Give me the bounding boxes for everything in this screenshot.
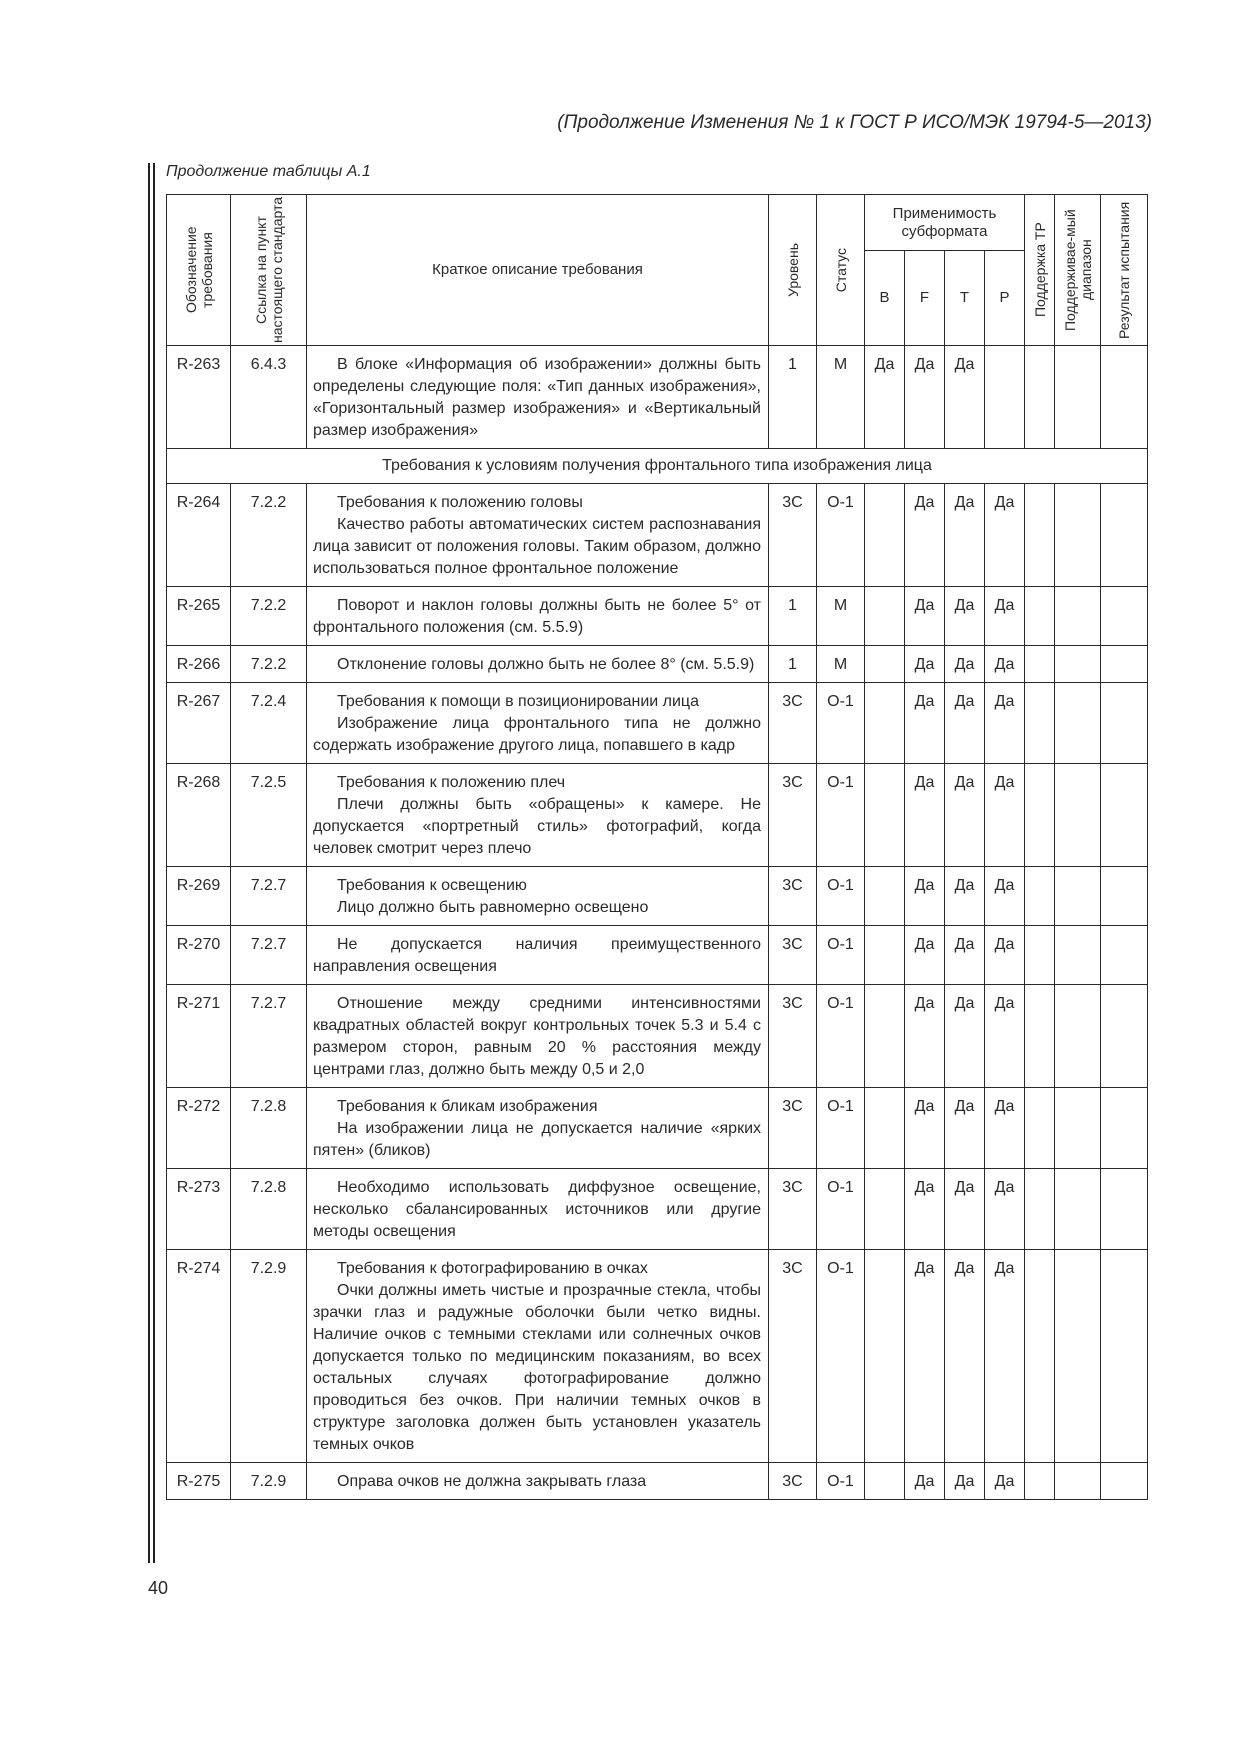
subformat-b bbox=[865, 646, 905, 683]
test-result bbox=[1101, 1463, 1148, 1500]
tp-support bbox=[1025, 346, 1055, 449]
col-status: Статус bbox=[817, 195, 865, 346]
test-result bbox=[1101, 926, 1148, 985]
supported-range bbox=[1055, 346, 1101, 449]
description-line: Отношение между средними интенсивностями квадратных областей вокруг контрольных точек 5.3 и 5.4 с размером сторон, равным 20 % расстояния между центрами глаз, должно быть между 0,5 и 2,0 bbox=[313, 995, 761, 1078]
table-row bbox=[167, 646, 1148, 683]
requirement-description bbox=[307, 1463, 769, 1500]
subformat-b bbox=[865, 1169, 905, 1250]
subformat-p: Да bbox=[985, 867, 1025, 926]
description-line: Требования к фотографированию в очках bbox=[337, 1260, 648, 1277]
tp-support bbox=[1025, 683, 1055, 764]
test-result bbox=[1101, 1088, 1148, 1169]
subformat-f: Да bbox=[905, 1463, 945, 1500]
status: M bbox=[817, 587, 865, 646]
supported-range bbox=[1055, 646, 1101, 683]
standard-ref: 7.2.8 bbox=[231, 1088, 307, 1169]
subformat-p: Да bbox=[985, 484, 1025, 587]
page-number: 40 bbox=[148, 1578, 169, 1598]
standard-ref: 7.2.7 bbox=[231, 926, 307, 985]
subformat-f: Да bbox=[905, 867, 945, 926]
supported-range bbox=[1055, 764, 1101, 867]
supported-range bbox=[1055, 1169, 1101, 1250]
subformat-t: Да bbox=[945, 1463, 985, 1500]
requirement-id: R-273 bbox=[167, 1169, 231, 1250]
table-row bbox=[167, 1463, 1148, 1500]
requirement-id: R-268 bbox=[167, 764, 231, 867]
table-row bbox=[167, 1169, 1148, 1250]
tp-support bbox=[1025, 587, 1055, 646]
description-line: Плечи должны быть «обращены» к камере. Не допускается «портретный стиль» фотографий, когда человек смотрит через плечо bbox=[313, 796, 761, 857]
col-result: Результат испытания bbox=[1101, 195, 1148, 346]
standard-ref: 7.2.2 bbox=[231, 587, 307, 646]
subformat-f: Да bbox=[905, 1250, 945, 1463]
subformat-p: Да bbox=[985, 646, 1025, 683]
requirement-description bbox=[307, 1169, 769, 1250]
supported-range bbox=[1055, 683, 1101, 764]
status: O-1 bbox=[817, 1463, 865, 1500]
col-sub-t: T bbox=[945, 251, 985, 346]
requirement-description bbox=[307, 1088, 769, 1169]
requirements-table bbox=[166, 194, 1148, 1500]
subformat-f: Да bbox=[905, 587, 945, 646]
table-row bbox=[167, 587, 1148, 646]
description-line: Качество работы автоматических систем распознавания лица зависит от положения головы. Таким образом, должно использоваться полное фронтальное положение bbox=[313, 516, 761, 577]
requirement-id: R-269 bbox=[167, 867, 231, 926]
test-result bbox=[1101, 484, 1148, 587]
supported-range bbox=[1055, 926, 1101, 985]
col-sub-f: F bbox=[905, 251, 945, 346]
test-result bbox=[1101, 867, 1148, 926]
status: O-1 bbox=[817, 985, 865, 1088]
page-header: (Продолжение Изменения № 1 к ГОСТ Р ИСО/МЭК 19794-5—2013) bbox=[557, 112, 1152, 133]
requirement-id: R-264 bbox=[167, 484, 231, 587]
standard-ref: 7.2.2 bbox=[231, 484, 307, 587]
col-tp: Поддержка ТР bbox=[1025, 195, 1055, 346]
status: O-1 bbox=[817, 1088, 865, 1169]
subformat-t: Да bbox=[945, 867, 985, 926]
subformat-f: Да bbox=[905, 484, 945, 587]
col-ref: Ссылка на пункт настоящего стандарта bbox=[231, 195, 307, 346]
subformat-t: Да bbox=[945, 1250, 985, 1463]
subformat-b bbox=[865, 985, 905, 1088]
description-line: На изображении лица не допускается наличие «ярких пятен» (бликов) bbox=[313, 1120, 761, 1159]
description-line: Требования к помощи в позиционировании лица bbox=[337, 693, 699, 710]
requirement-description bbox=[307, 484, 769, 587]
requirement-id: R-266 bbox=[167, 646, 231, 683]
table-row bbox=[167, 985, 1148, 1088]
subformat-p: Да bbox=[985, 1463, 1025, 1500]
standard-ref: 7.2.5 bbox=[231, 764, 307, 867]
subformat-t: Да bbox=[945, 1169, 985, 1250]
col-range: Поддерживае-мый диапазон bbox=[1055, 195, 1101, 346]
requirement-description bbox=[307, 764, 769, 867]
description-line: Необходимо использовать диффузное освещение, несколько сбалансированных источников или другие методы освещения bbox=[313, 1179, 761, 1240]
subformat-f: Да bbox=[905, 346, 945, 449]
requirement-description bbox=[307, 1250, 769, 1463]
col-id: Обозначение требования bbox=[167, 195, 231, 346]
standard-ref: 6.4.3 bbox=[231, 346, 307, 449]
tp-support bbox=[1025, 985, 1055, 1088]
change-bar-right bbox=[153, 163, 155, 1563]
subformat-b bbox=[865, 1463, 905, 1500]
requirement-description bbox=[307, 587, 769, 646]
table-row bbox=[167, 683, 1148, 764]
subformat-p: Да bbox=[985, 683, 1025, 764]
standard-ref: 7.2.4 bbox=[231, 683, 307, 764]
standard-ref: 7.2.8 bbox=[231, 1169, 307, 1250]
test-result bbox=[1101, 1250, 1148, 1463]
subformat-p bbox=[985, 346, 1025, 449]
supported-range bbox=[1055, 587, 1101, 646]
table-body bbox=[167, 346, 1148, 1500]
description-line: Требования к положению головы bbox=[337, 494, 583, 511]
subformat-f: Да bbox=[905, 1088, 945, 1169]
status: O-1 bbox=[817, 683, 865, 764]
requirement-id: R-271 bbox=[167, 985, 231, 1088]
tp-support bbox=[1025, 1169, 1055, 1250]
tp-support bbox=[1025, 867, 1055, 926]
tp-support bbox=[1025, 484, 1055, 587]
subformat-b bbox=[865, 1250, 905, 1463]
subformat-p: Да bbox=[985, 1250, 1025, 1463]
subformat-b bbox=[865, 867, 905, 926]
subformat-f: Да bbox=[905, 985, 945, 1088]
test-result bbox=[1101, 1169, 1148, 1250]
level: 1 bbox=[769, 646, 817, 683]
level: 3C bbox=[769, 985, 817, 1088]
standard-ref: 7.2.7 bbox=[231, 985, 307, 1088]
subformat-p: Да bbox=[985, 1088, 1025, 1169]
subformat-t: Да bbox=[945, 346, 985, 449]
subformat-b bbox=[865, 926, 905, 985]
tp-support bbox=[1025, 764, 1055, 867]
status: M bbox=[817, 646, 865, 683]
change-bar-left bbox=[148, 163, 150, 1563]
standard-ref: 7.2.9 bbox=[231, 1463, 307, 1500]
level: 3C bbox=[769, 1250, 817, 1463]
description-line: Очки должны иметь чистые и прозрачные стекла, чтобы зрачки глаз и радужные оболочки были четко видны. Наличие очков с темными стеклами или солнечных очков допускается только по медицинским показаниям, во всех остальных случаях фотографирование должно проводиться без очков. При наличии темных очков в структуре заголовка должен быть установлен указатель темных очков bbox=[313, 1282, 761, 1453]
supported-range bbox=[1055, 867, 1101, 926]
requirement-id: R-272 bbox=[167, 1088, 231, 1169]
subformat-b bbox=[865, 683, 905, 764]
table-row bbox=[167, 867, 1148, 926]
section-title: Требования к условиям получения фронтального типа изображения лица bbox=[167, 449, 1148, 484]
subformat-p: Да bbox=[985, 985, 1025, 1088]
level: 3C bbox=[769, 1169, 817, 1250]
supported-range bbox=[1055, 1088, 1101, 1169]
test-result bbox=[1101, 587, 1148, 646]
requirement-id: R-274 bbox=[167, 1250, 231, 1463]
description-line: Отклонение головы должно быть не более 8° (см. 5.5.9) bbox=[337, 656, 755, 673]
subformat-p: Да bbox=[985, 764, 1025, 867]
description-line: Требования к бликам изображения bbox=[337, 1098, 598, 1115]
subformat-p: Да bbox=[985, 926, 1025, 985]
subformat-p: Да bbox=[985, 1169, 1025, 1250]
test-result bbox=[1101, 646, 1148, 683]
test-result bbox=[1101, 346, 1148, 449]
requirement-description bbox=[307, 346, 769, 449]
requirement-id: R-275 bbox=[167, 1463, 231, 1500]
description-line: Требования к освещению bbox=[337, 877, 527, 894]
level: 1 bbox=[769, 346, 817, 449]
standard-ref: 7.2.9 bbox=[231, 1250, 307, 1463]
test-result bbox=[1101, 764, 1148, 867]
table-row bbox=[167, 1088, 1148, 1169]
subformat-f: Да bbox=[905, 646, 945, 683]
table-header bbox=[167, 195, 1148, 346]
subformat-f: Да bbox=[905, 1169, 945, 1250]
supported-range bbox=[1055, 1250, 1101, 1463]
subformat-t: Да bbox=[945, 587, 985, 646]
table-row bbox=[167, 926, 1148, 985]
requirement-description bbox=[307, 646, 769, 683]
standard-ref: 7.2.2 bbox=[231, 646, 307, 683]
col-level: Уровень bbox=[769, 195, 817, 346]
subformat-t: Да bbox=[945, 764, 985, 867]
subformat-p: Да bbox=[985, 587, 1025, 646]
level: 1 bbox=[769, 587, 817, 646]
description-line: Оправа очков не должна закрывать глаза bbox=[337, 1473, 647, 1490]
section-row bbox=[167, 449, 1148, 484]
supported-range bbox=[1055, 985, 1101, 1088]
tp-support bbox=[1025, 926, 1055, 985]
level: 3C bbox=[769, 867, 817, 926]
tp-support bbox=[1025, 1088, 1055, 1169]
tp-support bbox=[1025, 1463, 1055, 1500]
test-result bbox=[1101, 683, 1148, 764]
requirement-id: R-267 bbox=[167, 683, 231, 764]
level: 3C bbox=[769, 683, 817, 764]
subformat-t: Да bbox=[945, 646, 985, 683]
col-desc: Краткое описание требования bbox=[307, 195, 769, 346]
supported-range bbox=[1055, 484, 1101, 587]
status: O-1 bbox=[817, 484, 865, 587]
table-row bbox=[167, 764, 1148, 867]
subformat-b: Да bbox=[865, 346, 905, 449]
tp-support bbox=[1025, 646, 1055, 683]
status: O-1 bbox=[817, 867, 865, 926]
table-row bbox=[167, 346, 1148, 449]
level: 3C bbox=[769, 1463, 817, 1500]
subformat-f: Да bbox=[905, 764, 945, 867]
level: 3C bbox=[769, 926, 817, 985]
subformat-b bbox=[865, 764, 905, 867]
requirement-id: R-265 bbox=[167, 587, 231, 646]
test-result bbox=[1101, 985, 1148, 1088]
subformat-t: Да bbox=[945, 1088, 985, 1169]
status: O-1 bbox=[817, 1250, 865, 1463]
description-line: Требования к положению плеч bbox=[337, 774, 566, 791]
subformat-b bbox=[865, 1088, 905, 1169]
description-line: В блоке «Информация об изображении» должны быть определены следующие поля: «Тип данных изображения», «Горизонтальный размер изображения» и «Вертикальный размер изображения» bbox=[313, 356, 761, 439]
requirement-id: R-263 bbox=[167, 346, 231, 449]
requirement-id: R-270 bbox=[167, 926, 231, 985]
description-line: Поворот и наклон головы должны быть не более 5° от фронтального положения (см. 5.5.9) bbox=[313, 597, 761, 636]
requirement-description bbox=[307, 985, 769, 1088]
col-sub-p: P bbox=[985, 251, 1025, 346]
subformat-b bbox=[865, 587, 905, 646]
subformat-t: Да bbox=[945, 683, 985, 764]
level: 3C bbox=[769, 484, 817, 587]
subformat-t: Да bbox=[945, 484, 985, 587]
status: O-1 bbox=[817, 1169, 865, 1250]
subformat-f: Да bbox=[905, 926, 945, 985]
col-applicability: Применимость субформата bbox=[865, 195, 1025, 251]
description-line: Не допускается наличия преимущественного направления освещения bbox=[313, 936, 761, 975]
level: 3C bbox=[769, 764, 817, 867]
requirement-description bbox=[307, 926, 769, 985]
requirement-description bbox=[307, 867, 769, 926]
subformat-b bbox=[865, 484, 905, 587]
description-line: Изображение лица фронтального типа не должно содержать изображение другого лица, попавшего в кадр bbox=[313, 715, 761, 754]
requirement-description bbox=[307, 683, 769, 764]
subformat-f: Да bbox=[905, 683, 945, 764]
level: 3C bbox=[769, 1088, 817, 1169]
tp-support bbox=[1025, 1250, 1055, 1463]
supported-range bbox=[1055, 1463, 1101, 1500]
table-row bbox=[167, 1250, 1148, 1463]
subformat-t: Да bbox=[945, 985, 985, 1088]
status: O-1 bbox=[817, 926, 865, 985]
continuation-label: Продолжение таблицы А.1 bbox=[166, 163, 371, 180]
status: M bbox=[817, 346, 865, 449]
subformat-t: Да bbox=[945, 926, 985, 985]
description-line: Лицо должно быть равномерно освещено bbox=[337, 899, 649, 916]
status: O-1 bbox=[817, 764, 865, 867]
col-sub-b: B bbox=[865, 251, 905, 346]
table-row bbox=[167, 484, 1148, 587]
standard-ref: 7.2.7 bbox=[231, 867, 307, 926]
